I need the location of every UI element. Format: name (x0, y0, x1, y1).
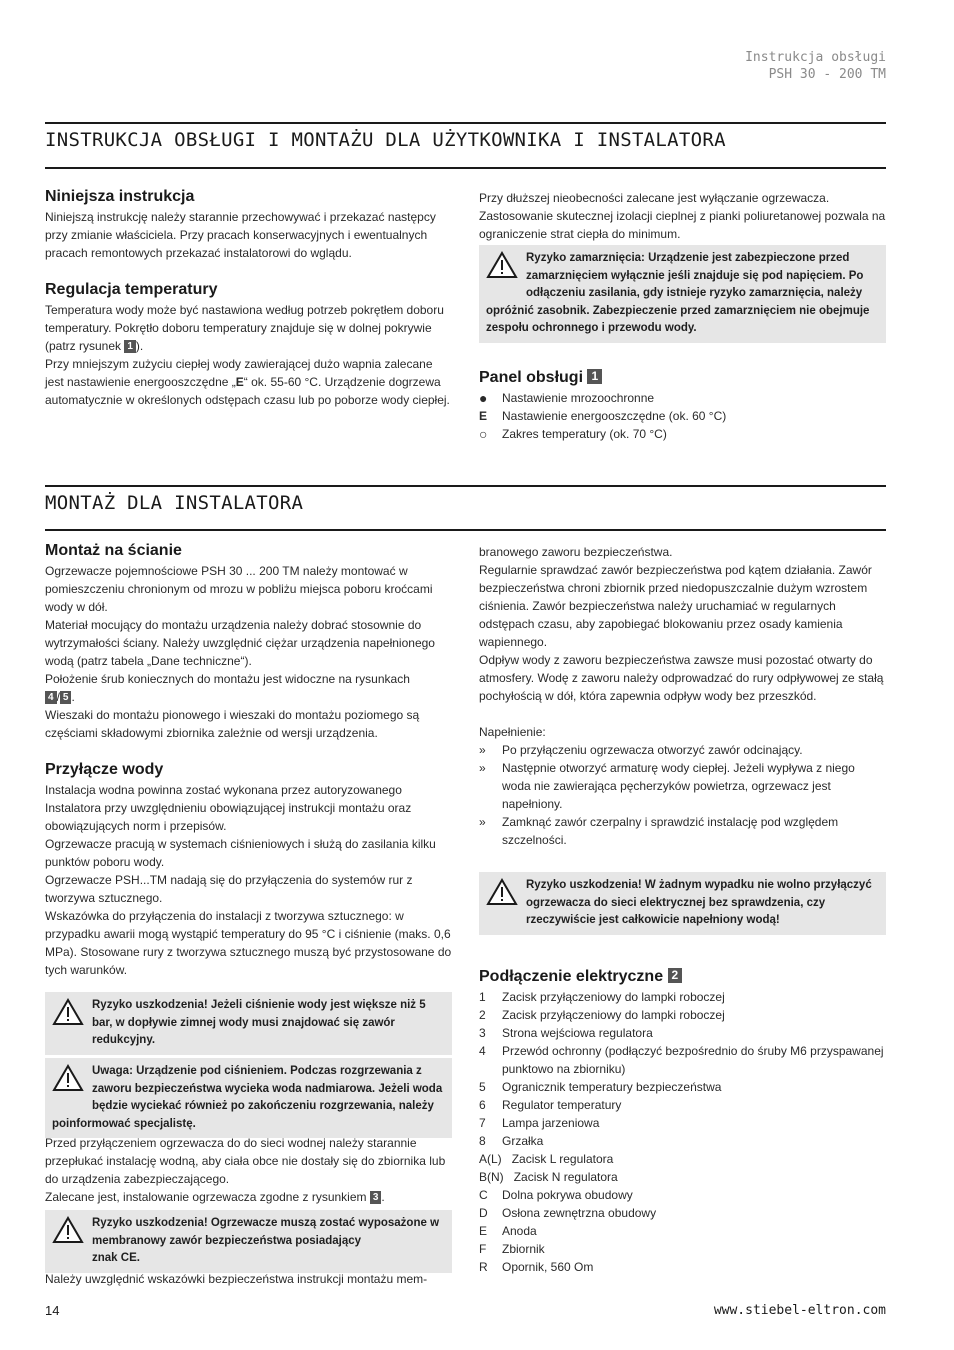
heading-water-connection: Przyłącze wody (45, 761, 164, 778)
control-panel (479, 368, 886, 443)
electrical-connection (479, 967, 886, 1276)
section-rule (45, 529, 886, 531)
filling-step: » Następnie otworzyć armaturę wody ciepłej. Jeżeli wypływa z niego woda nie zawierająca pęcherzyków powietrza, ogrzewacz jest napełniony. (479, 761, 855, 811)
warning-text: Ryzyko zamarznięcia: Urządzenie jest zabezpieczone przed zamarznięciem wyłącznie jeśli znajduje się pod napięciem. Po odłączeniu zasilania, gdy istnieje ryzyko zamarznięcia, należy opróżnić zasobnik. Zabezpieczenie przed zamarznięciem nie obejmuje zespołu ochronnego i przewodu wody. (486, 252, 870, 334)
warning-icon (52, 1216, 84, 1251)
legend-item: 1 Zacisk przyłączeniowy do lampki roboczej (479, 990, 725, 1004)
page-header (745, 49, 886, 83)
heading-electrical: Podłączenie elektryczne 2 (479, 967, 886, 987)
section-rule (45, 485, 886, 487)
legend-item: D Osłona zewnętrzna obudowy (479, 1206, 657, 1220)
warning-box (45, 1058, 452, 1138)
paragraph: Przy dłuższej nieobecności zalecane jest wyłączanie ogrzewacza. Zastosowanie skutecznej izolacji cieplnej z pianki poliuretanowej pozwala na ograniczenie strat ciepła do minimum. (479, 191, 886, 241)
warning-box (45, 992, 452, 1055)
legend-item: 7 Lampa jarzeniowa (479, 1116, 600, 1130)
figure-badge: 1 (587, 369, 602, 384)
paragraph: Instalacja wodna powinna zostać wykonana przez autoryzowanego Instalatora przy uwzględnieniu obowiązującej instrukcji montażu oraz obowiązujących norm i przepisów. (45, 783, 412, 833)
legend-item: 8 Grzałka (479, 1134, 544, 1148)
flushing-text (45, 1134, 452, 1206)
panel-item: ● Nastawienie mrozoochronne (479, 390, 655, 406)
figure-badge: 4 (45, 691, 57, 704)
header-title: Instrukcja obsługi (745, 50, 886, 65)
warning-box (479, 872, 886, 935)
paragraph: Wieszaki do montażu pionowego i wieszaki do montażu poziomego są częściami składowymi zbiornika zależnie od wersji urządzenia. (45, 708, 420, 740)
paragraph: Temperatura wody może być nastawiona według potrzeb pokrętłem doboru temperatury. Pokrętło doboru temperatury znajduje się w dolnej pokrywie (patrz rysunek 1 ). (45, 303, 444, 353)
paragraph: branowego zaworu bezpieczeństwa. (479, 545, 673, 559)
section1-left-column (45, 187, 452, 409)
website-link[interactable]: www.stiebel-eltron.com (713, 1303, 886, 1318)
warning-icon (486, 251, 518, 286)
panel-item: ○ Zakres temperatury (ok. 70 °C) (479, 426, 667, 442)
warning-text: znak CE. (92, 1252, 140, 1264)
section1-right-column (479, 189, 886, 243)
paragraph: Przy mniejszym zużyciu ciepłej wody zawierającej dużo wapnia zalecane jest nastawienie energooszczędne „E“ ok. 55-60 °C. Urządzenie dogrzewa automatycznie w określonych odstępach czasu lub po poborze wody ciepłej. (45, 357, 450, 407)
section-rule (45, 167, 886, 169)
paragraph: Zalecane jest, instalowanie ogrzewacza zgodne z rysunkiem 3 . (45, 1190, 385, 1204)
paragraph: Ogrzewacze PSH...TM nadają się do przyłączenia do systemów rur z tworzywa sztucznego. (45, 873, 413, 905)
safety-valve-text (479, 543, 886, 849)
warning-icon (486, 878, 518, 913)
paragraph: Przed przyłączeniem ogrzewacza do do sieci wodnej należy starannie przepłukać instalację wodną, aby ciała obce nie dostały się do zbiornika lub do urządzenia zabezpieczającego. (45, 1136, 446, 1186)
legend-item: C Dolna pokrywa obudowy (479, 1188, 633, 1202)
legend-item: R Opornik, 560 Om (479, 1260, 594, 1274)
heading-panel: Panel obsługi 1 (479, 368, 886, 388)
legend-item: E Anoda (479, 1224, 537, 1238)
legend-item: 4 Przewód ochronny (podłączyć bezpośrednio do śruby M6 przyspawanej punktowo na zbiorniku) (479, 1044, 884, 1076)
legend-item: F Zbiornik (479, 1242, 545, 1256)
figure-badge: 5 (60, 691, 72, 704)
figure-badge: 2 (668, 968, 683, 983)
section-title: INSTRUKCJA OBSŁUGI I MONTAŻU DLA UŻYTKOWNIKA I INSTALATORA (45, 129, 726, 151)
paragraph: Regularnie sprawdzać zawór bezpieczeństwa pod kątem działania. Zawór bezpieczeństwa chroni zbiornik przed niedopuszczalnie dużym wzrostem ciśnienia. Zawór bezpieczeństwa należy uruchamiać w regularnych odstępach czasu, aby zapobiegać blokowaniu przez osady kamienia wapiennego. (479, 563, 872, 649)
filling-step: » Po przyłączeniu ogrzewacza otworzyć zawór odcinający. (479, 743, 803, 757)
legend-item: 6 Regulator temperatury (479, 1098, 622, 1112)
warning-text: Uwaga: Urządzenie pod ciśnieniem. Podczas rozgrzewania z zaworu bezpieczeństwa wycieka woda nadmiarowa. Jeżeli woda będzie wyciekać również po zakończeniu rozgrzewania, należy poinformować specjalistę. (52, 1065, 443, 1130)
paragraph: Położenie śrub koniecznych do montażu jest widoczne na rysunkach 4 / 5 . (45, 672, 410, 704)
warning-text: Ryzyko uszkodzenia! Ogrzewacze muszą zostać wyposażone w membranowy zawór bezpieczeństwa posiadający (92, 1217, 440, 1247)
filling-label: Napełnienie: (479, 725, 546, 739)
section-title: MONTAŻ DLA INSTALATORA (45, 492, 304, 514)
header-model: PSH 30 - 200 TM (768, 67, 886, 82)
filling-step: » Zamknąć zawór czerpalny i sprawdzić instalację pod względem szczelności. (479, 815, 839, 847)
figure-badge: 3 (370, 1191, 382, 1204)
wall-mounting (45, 541, 452, 979)
paragraph-continued (45, 1270, 452, 1288)
legend-item: 3 Strona wejściowa regulatora (479, 1026, 653, 1040)
paragraph: Należy uwzględnić wskazówki bezpieczeństwa instrukcji montażu mem- (45, 1272, 428, 1286)
page-number: 14 (45, 1303, 60, 1318)
warning-box (45, 1210, 452, 1273)
paragraph: Ogrzewacze pracują w systemach ciśnieniowych i służą do zasilania kilku punktów poboru wody. (45, 837, 436, 869)
warning-box (479, 245, 886, 343)
heading-wall-mounting: Montaż na ścianie (45, 542, 182, 559)
heading-instruction: Niniejsza instrukcja (45, 188, 195, 205)
warning-icon (52, 998, 84, 1033)
legend-item: A(L) Zacisk L regulatora (479, 1152, 614, 1166)
section-rule (45, 122, 886, 124)
legend-item: B(N) Zacisk N regulatora (479, 1170, 618, 1184)
warning-text: Ryzyko uszkodzenia! Jeżeli ciśnienie wody jest większe niż 5 bar, w dopływie zimnej wody musi znajdować się zawór redukcyjny. (92, 999, 426, 1046)
paragraph: Odpływ wody z zaworu bezpieczeństwa zawsze musi pozostać otwarty do atmosfery. Wodę z zaworu należy odprowadzać do rury odpływowej ze stałą pochyłością w dół, która zapewnia odpływ wody bez przeszkód. (479, 653, 884, 703)
paragraph: Ogrzewacze pojemnościowe PSH 30 ... 200 TM należy montować w pomieszczeniu chronionym od mrozu w pobliżu miejsca poboru kroćcami wody w dół. (45, 564, 433, 614)
legend-item: 2 Zacisk przyłączeniowy do lampki roboczej (479, 1008, 725, 1022)
heading-temperature: Regulacja temperatury (45, 281, 218, 298)
warning-icon (52, 1064, 84, 1099)
figure-badge: 1 (124, 340, 136, 353)
paragraph: Materiał mocujący do montażu urządzenia należy dobrać stosownie do wytrzymałości ściany. Należy uwzględnić ciężar urządzenia napełnionego wodą (patrz tabela „Dane techniczne“). (45, 618, 435, 668)
paragraph: Niniejszą instrukcję należy starannie przechowywać i przekazać następcy przy zmianie właściciela. Przy pracach konserwacyjnych i ewentualnych pracach remontowych przekazać instalatorowi do wglądu. (45, 210, 436, 260)
legend-item: 5 Ogranicznik temperatury bezpieczeństwa (479, 1080, 722, 1094)
warning-text: Ryzyko uszkodzenia! W żadnym wypadku nie wolno przyłączyć ogrzewacza do sieci elektrycznej bez sprawdzenia, czy rzeczywiście jest całkowicie napełniony wodą! (526, 879, 872, 926)
panel-item: E Nastawienie energooszczędne (ok. 60 °C) (479, 409, 727, 423)
paragraph: Wskazówka do przyłączenia do instalacji z tworzywa sztucznego: w przypadku awarii mogą wystąpić temperatury do 95 °C i ciśnienie (maks. 0,6 MPa). Stosowane rury z tworzywa sztucznego muszą być przystosowane do tych warunków. (45, 909, 452, 977)
